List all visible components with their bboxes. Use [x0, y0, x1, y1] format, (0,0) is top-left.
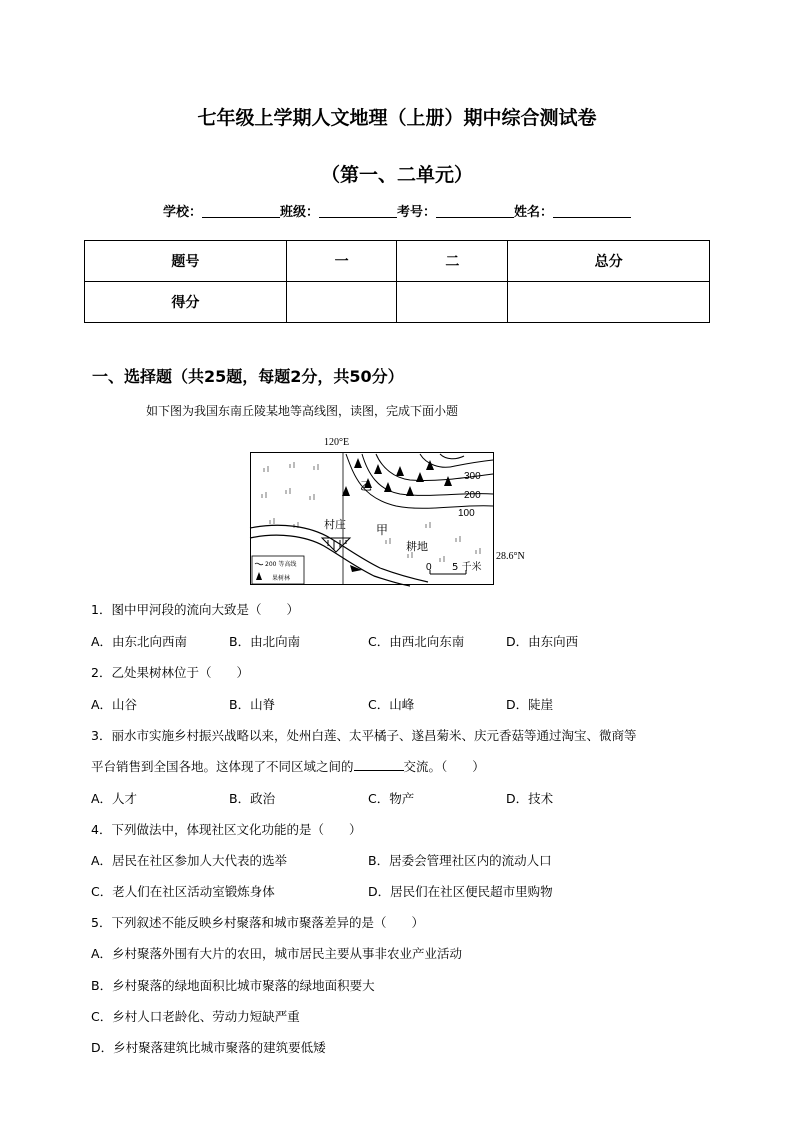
question-4-option-c[interactable]: C．老人们在社区活动室锻炼身体: [91, 884, 275, 899]
header-cell: 总分: [508, 241, 710, 282]
legend-contour-label: 200 等高线: [265, 561, 297, 568]
scale-zero-label: 0: [426, 562, 432, 573]
question-3-stem-part1: 平台销售到全国各地。这体现了不同区域之间的: [91, 759, 354, 774]
question-5-stem: 5．下列叙述不能反映乡村聚落和城市聚落差异的是（ ）: [91, 915, 424, 930]
question-3-option-a[interactable]: A．人才: [91, 791, 138, 806]
header-cell: 题号: [85, 241, 287, 282]
score-cell[interactable]: [286, 282, 397, 323]
question-3-option-c[interactable]: C．物产: [368, 791, 415, 806]
exam-subtitle: （第一、二单元）: [320, 164, 473, 186]
question-2-option-a[interactable]: A．山谷: [91, 697, 138, 712]
header-cell: 二: [397, 241, 508, 282]
number-label: 考号：: [397, 205, 437, 220]
question-5-option-d[interactable]: D．乡村聚落建筑比城市聚落的建筑要低矮: [91, 1040, 326, 1055]
section-heading: 一、选择题（共25题，每题2分，共50分）: [92, 367, 404, 386]
question-2-stem: 2．乙处果树林位于（ ）: [91, 665, 249, 680]
contour-label: 300: [464, 471, 481, 482]
contour-label: 100: [458, 508, 475, 519]
name-blank[interactable]: [553, 205, 631, 218]
question-5-option-b[interactable]: B．乡村聚落的绿地面积比城市聚落的绿地面积要大: [91, 978, 375, 993]
question-4-option-a[interactable]: A．居民在社区参加人大代表的选举: [91, 853, 288, 868]
village-label: 村庄: [324, 518, 346, 531]
name-label: 姓名：: [514, 205, 554, 220]
exam-title: 七年级上学期人文地理（上册）期中综合测试卷: [197, 107, 597, 129]
question-intro: 如下图为我国东南丘陵某地等高线图，读图，完成下面小题: [146, 404, 459, 418]
school-label: 学校：: [162, 205, 202, 220]
question-4-option-b[interactable]: B．居委会管理社区内的流动人口: [368, 853, 552, 868]
question-2-option-d[interactable]: D．陡崖: [506, 697, 554, 712]
question-3-stem-line2: [91, 757, 485, 775]
question-5-option-c[interactable]: C．乡村人口老龄化、劳动力短缺严重: [91, 1009, 300, 1024]
class-label: 班级：: [279, 205, 319, 220]
farmland-label: 耕地: [406, 540, 428, 553]
score-table-header-row: [85, 241, 710, 282]
header-cell: 一: [286, 241, 397, 282]
question-1-option-b[interactable]: B．由北向南: [229, 634, 301, 649]
question-1-option-c[interactable]: C．由西北向东南: [368, 634, 465, 649]
question-4-stem: 4．下列做法中，体现社区文化功能的是（ ）: [91, 822, 362, 837]
class-blank[interactable]: [319, 205, 397, 218]
legend-orchard-label: 果树林: [272, 575, 291, 582]
question-3-blank[interactable]: [354, 760, 404, 771]
question-3-stem-line1: 3．丽水市实施乡村振兴战略以来，处州白莲、太平橘子、遂昌菊米、庆元香菇等通过淘宝、微商等: [91, 728, 637, 743]
score-table-score-row: [85, 282, 710, 323]
longitude-label: 120°E: [324, 437, 350, 448]
score-row-label: 得分: [85, 282, 287, 323]
contour-label: 200: [464, 490, 481, 501]
question-2-option-c[interactable]: C．山峰: [368, 697, 415, 712]
place-label-yi: 乙: [360, 479, 373, 493]
question-2-option-b[interactable]: B．山脊: [229, 697, 276, 712]
latitude-label: 28.6°N: [496, 551, 525, 562]
question-3-option-b[interactable]: B．政治: [229, 791, 276, 806]
contour-map: [250, 437, 550, 588]
question-4-option-d[interactable]: D．居民们在社区便民超市里购物: [368, 884, 553, 899]
question-1-option-a[interactable]: A．由东北向西南: [91, 634, 188, 649]
question-1-stem: 1．图中甲河段的流向大致是（ ）: [91, 602, 299, 617]
place-label-jia: 甲: [376, 523, 389, 537]
question-3-option-d[interactable]: D．技术: [506, 791, 554, 806]
score-cell[interactable]: [397, 282, 508, 323]
school-blank[interactable]: [202, 205, 280, 218]
score-cell[interactable]: [508, 282, 710, 323]
question-3-stem-part2: 交流。（ ）: [403, 759, 485, 774]
student-info-line: [0, 201, 794, 220]
score-table: [84, 240, 710, 323]
question-1-option-d[interactable]: D．由东向西: [506, 634, 579, 649]
scale-label: 5 千米: [452, 562, 482, 573]
question-5-option-a[interactable]: A．乡村聚落外围有大片的农田，城市居民主要从事非农业产业活动: [91, 946, 463, 961]
number-blank[interactable]: [436, 205, 514, 218]
